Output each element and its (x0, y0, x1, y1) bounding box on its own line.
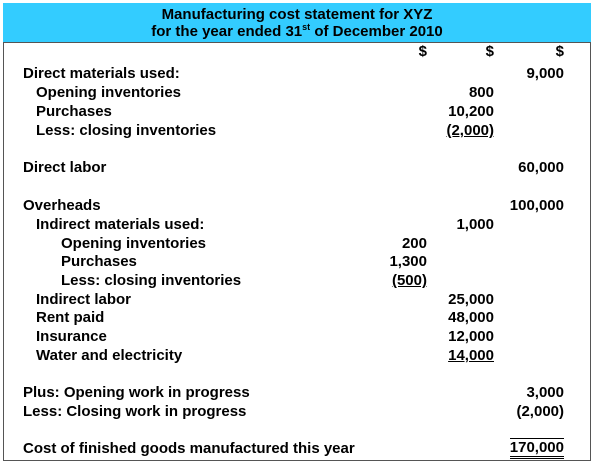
total-cost-label: Cost of finished goods manufactured this year (23, 440, 355, 457)
dm-closing-label: Less: closing inventories (36, 122, 217, 139)
im-purchases-label: Purchases (61, 253, 137, 270)
dm-opening-label: Opening inventories (36, 84, 182, 101)
insurance-label: Insurance (36, 328, 107, 345)
rent-paid-label: Rent paid (36, 309, 105, 326)
statement-subtitle: for the year ended 31st of December 2010 (151, 22, 443, 40)
rent-paid-value: 48,000 (448, 309, 494, 326)
overheads-total: 100,000 (509, 197, 564, 214)
currency-col-3: $ (555, 43, 564, 60)
total-cost-value: 170,000 (510, 438, 564, 459)
direct-labor-value: 60,000 (518, 159, 564, 176)
water-electricity-label: Water and electricity (36, 347, 183, 364)
dm-purchases-label: Purchases (36, 103, 112, 120)
indirect-materials-value: 1,000 (456, 216, 494, 233)
im-closing-value: (500) (391, 272, 427, 289)
opening-wip-value: 3,000 (526, 384, 564, 401)
insurance-value: 12,000 (448, 328, 494, 345)
im-purchases-value: 1,300 (389, 253, 427, 270)
im-opening-label: Opening inventories (61, 235, 207, 252)
statement-header (3, 3, 591, 43)
dm-closing-value: (2,000) (446, 122, 494, 139)
im-opening-value: 200 (401, 235, 427, 252)
im-closing-label: Less: closing inventories (61, 272, 242, 289)
dm-opening-value: 800 (468, 84, 494, 101)
water-electricity-value: 14,000 (448, 347, 494, 364)
closing-wip-value: (2,000) (516, 403, 564, 420)
direct-labor-label: Direct labor (23, 159, 107, 176)
statement-title: Manufacturing cost statement for XYZ (161, 6, 433, 23)
overheads-label: Overheads (23, 197, 101, 214)
dm-purchases-value: 10,200 (448, 103, 494, 120)
indirect-labor-label: Indirect labor (36, 291, 132, 308)
currency-col-1: $ (418, 43, 427, 60)
currency-col-2: $ (485, 43, 494, 60)
indirect-labor-value: 25,000 (448, 291, 494, 308)
direct-materials-total: 9,000 (526, 65, 564, 82)
closing-wip-label: Less: Closing work in progress (23, 403, 247, 420)
direct-materials-label: Direct materials used: (23, 65, 180, 82)
indirect-materials-label: Indirect materials used: (36, 216, 205, 233)
opening-wip-label: Plus: Opening work in progress (23, 384, 250, 401)
